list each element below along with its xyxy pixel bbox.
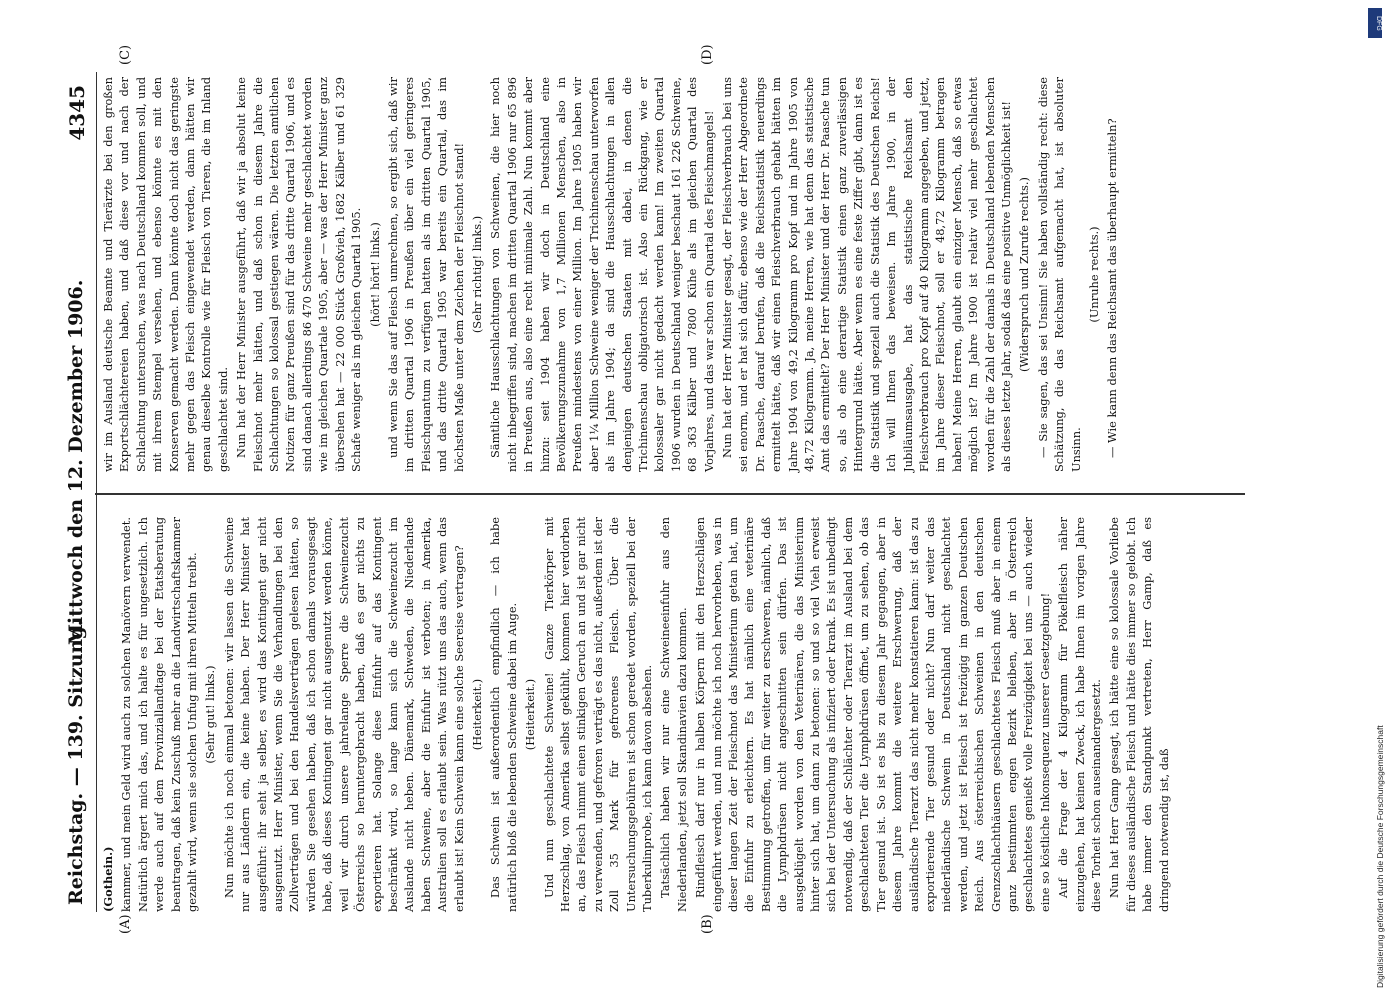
dfg-logo: DFG — [1368, 8, 1382, 38]
stage-direction: (Heiterkeit.) — [469, 678, 484, 751]
stage-direction: (Sehr gut! links.) — [203, 665, 218, 764]
stage-direction: (Heiterkeit.) — [523, 678, 538, 751]
stage-direction: (hört! hört! links.) — [367, 222, 382, 327]
paragraph: Auf die Frage der 4 Kilogramm für Pökelfleisch näher einzugehen, hat keinen Zweck, ich habe Ihnen im vorigen Jahre diese Torheit schon auseinandergesetzt. — [1056, 517, 1103, 912]
paragraph: Nun hat der Herr Minister ausgeführt, daß wir ja absolut keine Fleischnot mehr hätten, und daß schon in diesem Jahre die Schlachtungen so kolossal gestiegen wären. Die letzten amtlichen Notizen für ganz Preußen sind für das dritte Quartal 1906, und es sind danach allerdings 86 470 Schweine mehr geschlachtet worden wie im gleichen Quartale 1905, aber — was der Herr Minister ganz übersehen hat — 22 000 Stück Großvieh, 1682 Kälber und 61 329 Schafe weniger als im gleichen Quartal 1905. — [234, 77, 364, 472]
digitization-credit: Digitalisierung gefördert durch die Deutsche Forschungsgemeinschaft — [1375, 725, 1385, 988]
header-date: Mittwoch den 12. Dezember 1906. — [65, 279, 87, 645]
paragraph: und wenn Sie das auf Fleisch umrechnen, so ergibt sich, daß wir im dritten Quartal 1906 in Preußen über ein viel geringeres Fleischquantum zu verfügen hatten als im dritten Quartal 1905, und das dritte Quartal 1905 war bereits ein Quartal, das im höchsten Maße unter dem Zeichen der Fleischnot stand! — [385, 77, 466, 472]
paragraph: Nun hat der Herr Minister gesagt, der Fleischverbrauch bei uns sei enorm, und er hat sich dafür, ebenso wie der Herr Abgeordnete Dr. Paasche, darauf berufen, daß die Reichsstatistik neuerdings ermittelt hätte, daß wir einen Fleischverbrauch gehabt hätten im Jahre 1904 von 49,2 Kilogramm pro Kopf und im Jahre 1905 von 48,72 Kilogramm. Ja, meine Herren, wie hat denn das statistische Amt das ermittelt? Der Herr Minister und der Herr Dr. Paasche tun so, als ob eine derartige Statistik einen ganz zuverlässigen Hintergrund hätte. Aber wenn es eine feste Ziffer gibt, dann ist es die Statistik und speziell auch die Statistik des Deutschen Reichs! Ich will Ihnen das beweisen. Im Jahre 1900, in der Jubiläumsausgabe, hat das statistische Reichsamt den Fleischverbrauch pro Kopf auf 40 Kilogramm angegeben, und jetzt, im Jahre dieser Fleischnot, soll er 48,72 Kilogramm betragen haben! Meine Herren, glaubt ein einziger Mensch, daß so etwas möglich ist? Im Jahre 1900 ist relativ viel mehr geschlachtet worden für die Zahl der damals in Deutschland lebenden Menschen als dieses letzte Jahr, sodaß das eine positive Unmöglichkeit ist! — [720, 77, 1013, 472]
left-text-column — [100, 517, 1240, 912]
paragraph: (Gothein.) — [101, 846, 115, 912]
stage-direction: (Sehr richtig! links.) — [469, 215, 484, 334]
column-divider — [95, 493, 1245, 495]
paragraph: kammer, und mein Geld wird auch zu solchen Manövern verwendet. Natürlich ärgert mich das, und ich halte es für ungesetzlich. Ich werde auch auf dem Provinziallandtage bei der Etatsberatung beantragen, daß kein Zuschuß mehr an die Landwirtschaftskammer gezahlt wird, wenn sie solchen Unfug mit ihren Mitteln treibt. — [119, 517, 200, 912]
header-left: Reichstag. — 139. Sitzung. — [65, 619, 87, 905]
paragraph: Tatsächlich haben wir nur eine Schweineeinfuhr aus den Niederlanden, jetzt soll Skandinavien dazu kommen. — [658, 517, 689, 912]
paragraph: Rindfleisch darf nur in halben Körpern mit den Herzschlägen eingeführt werden, und nun möchte ich noch hervorheben, was in dieser langen Zeit der Fleischnot das Ministerium getan hat, um die Einfuhr zu erleichtern. Es hat nämlich eine veterinäre Bestimmung getroffen, um für weiter zu erschweren, nämlich, daß die Lymphdrüsen nicht angeschnitten sein dürfen. Das ist ausgeklügelt worden von den Veterinären, die das Ministerium hinter sich hat, um dann zu betonen: so und so viel Vieh erweist sich bei der Untersuchung als infiziert oder krank. Es ist unbedingt notwendig, daß der Schlächter oder Tierarzt im Ausland bei dem geschlachteten Tier die Lymphdrüsen öffnet, um zu sehen, ob das Tier gesund ist. So ist es bis zu diesem Jahr gegangen, aber in diesem Jahre kommt die weitere Erschwerung, daß der ausländische Tierarzt das nicht mehr konstatieren kann: ist das zu exportierende Tier gesund oder nicht? Nun darf weiter das niederländische Schwein in Deutschland nicht geschlachtet werden, und jetzt ist Fleisch ist freizügig im ganzen Deutschen Reich. Aus österreichischen Schweinen in den deutschen Grenzschlachthäusern geschlachtetes Fleisch muß aber in einem ganz bestimmten engen Bezirk bleiben, aber in Österreich geschlachtetes genießt volle Freizügigkeit bei uns — auch wieder eine so köstliche Inkonsequenz unserer Gesetzgebung! — [693, 517, 1052, 912]
paragraph: Nun möchte ich noch einmal betonen: wir lassen die Schweine nur aus Ländern ein, die keine haben. Der Herr Minister hat ausgeführt: ihr seht ja selber, es wird das Kontingent gar nicht ausgenutzt. Herr Minister, wenn Sie die Verhandlungen bei den Zollverträgen und bei den Handelsverträgen gelesen hätten, so würden Sie gesehen haben, daß ich schon damals vorausgesagt habe, daß dieses Kontingent gar nicht ausgenutzt werden könne, weil wir durch unsere jahrelange Sperre die Schweinezucht Österreichs so heruntergebracht haben, daß es gar nichts zu exportieren hat. Solange diese Einfuhr auf das Kontingent beschränkt wird, so lange kann sich die Schweinezucht im Auslande nicht heben. Dänemark, Schweden, die Niederlande haben Schweine, aber die Einfuhr ist verboten; in Amerika, Australien soll es erlaubt sein. Was nützt uns das auch, wenn das erlaubt ist! Kein Schwein kann eine solche Seereise vertragen? — [221, 517, 466, 912]
paragraph: wir im Ausland deutsche Beamte und Tierärzte bei den großen Exportschlächtereien haben, und daß diese vor und nach der Schlachtung untersuchen, was nach Deutschland kommen soll, und mit ihrem Stempel versehen, und ebenso könnte es mit den Konserven gemacht werden. Dann könnte doch nicht das geringste mehr gegen das Fleisch eingewendet werden, dann hätten wir genau dieselbe Kontrolle wie für Fleisch von Tieren, die im Inland geschlachtet sind. — [101, 77, 230, 472]
paragraph: — Sie sagen, das sei Unsinn! Sie haben vollständig recht: diese Schätzung, die das Reichsamt aufgemacht hat, ist absoluter Unsinn. — [1035, 77, 1083, 472]
page-header — [55, 85, 99, 905]
page-number: 4345 — [65, 85, 89, 141]
margin-mark-c: (C) — [118, 44, 133, 65]
paragraph: Sämtliche Hausschlachtungen von Schweinen, die hier noch nicht inbegriffen sind, machen im dritten Quartal 1906 nur 65 896 in Preußen aus, also eine recht minimale Zahl. Nun kommt aber hinzu: seit 1904 haben wir doch in Deutschland eine Bevölkerungszunahme von 1,7 Millionen Menschen, also in Preußen mindestens von einer Million. Im Jahre 1905 haben wir aber 1¼ Million Schweine weniger der Trichinenschau unterworfen als im Jahre 1904; da sind die Hausschlachtungen in allen denjenigen deutschen Staaten mit dabei, in denen die Trichinenschau obligatorisch ist. Also ein Rückgang, wie er kolossaler gar nicht gedacht werden kann! Im zweiten Quartal 1906 wurden in Deutschland weniger beschaut 161 226 Schweine, 68 363 Kälber und 7800 Kühe als im gleichen Quartal des Vorjahres, und das war schon ein Quartal des Fleischmangels! — [488, 77, 716, 472]
stage-direction: (Widerspruch und Zurufe rechts.) — [1017, 177, 1032, 372]
right-text-column — [100, 77, 1240, 472]
margin-mark-b: (B) — [700, 914, 715, 934]
margin-mark-d: (D) — [700, 44, 715, 65]
paragraph: Nun hat Herr Gamp gesagt, ich hätte eine so kolossale Vorliebe für dieses ausländische Fleisch und hätte dies immer so gelobt. Ich habe immer den Standpunkt vertreten, Herr Gamp, daß es dringend notwendig ist, daß — [1107, 517, 1171, 912]
stage-direction: (Unruhe rechts.) — [1086, 226, 1101, 323]
margin-mark-a: (A) — [118, 914, 133, 934]
paragraph: — Wie kann denn das Reichsamt das überhaupt ermitteln? — [1105, 118, 1120, 458]
paragraph: Das Schwein ist außerordentlich empfindlich — ich habe natürlich bloß die lebenden Schweine dabei im Auge. — [488, 517, 519, 912]
paragraph: Und nun geschlachtete Schweine! Ganze Tierkörper mit Herzschlag, von Amerika selbst gekühlt, kommen hier verdorben an, das Fleisch nimmt einen stinkigen Geruch an und ist gar nicht zu verwenden, und gefroren verträgt es das nicht, außerdem ist der Zoll 35 Mark für gefrorenes Fleisch. Über die Untersuchungsgebühren ist schon geredet worden, speziell bei der Tuberkulinprobe, ich kann davon absehen. — [541, 517, 654, 912]
header-rule — [96, 72, 97, 912]
